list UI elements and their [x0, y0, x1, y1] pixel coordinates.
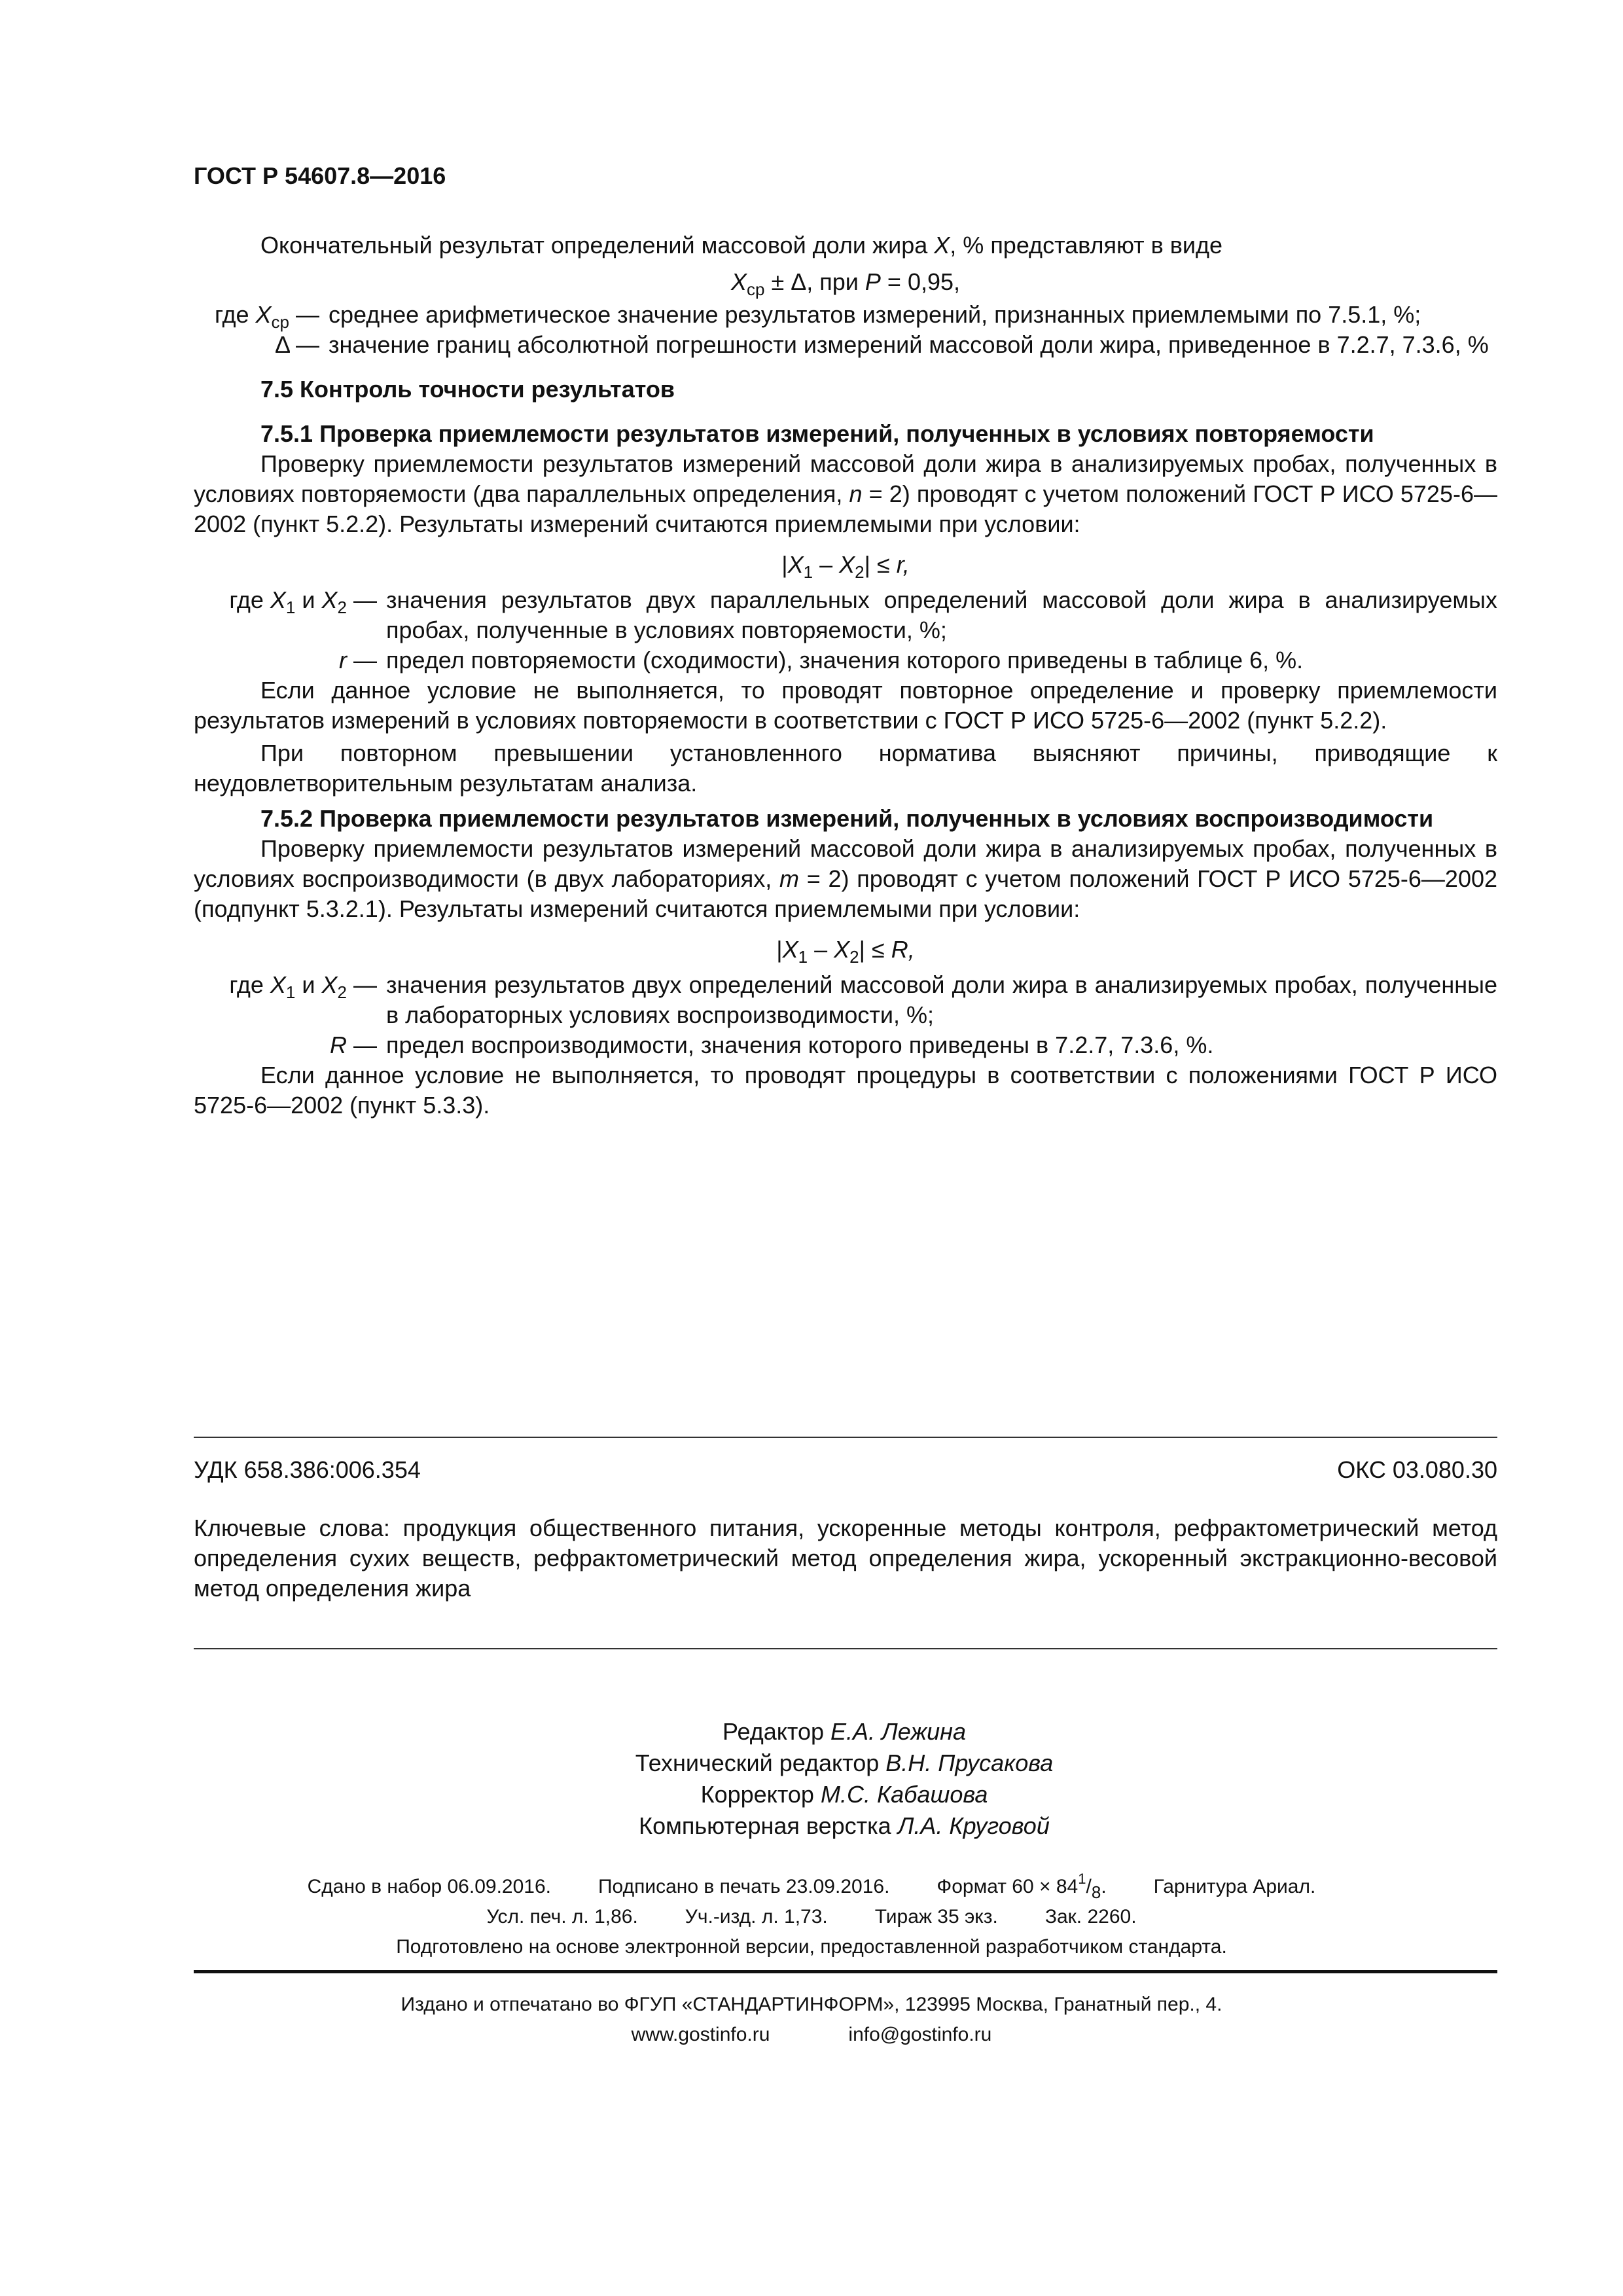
- final-result-legend: [194, 300, 1497, 360]
- section-7-5-1-para-1: Проверку приемлемости результатов измерений массовой доли жира в анализируемых пробах, полученных в условиях повторяемости (два параллельных определения, n = 2) проводят с учетом положений ГОСТ Р ИСО 5725-6—2002 (пункт 5.2.2). Результаты измерений считаются приемлемыми при условии:: [194, 450, 1497, 537]
- imprint-prepared: Подготовлено на основе электронной версии, предоставленной разработчиком стандарта.: [396, 1936, 1227, 1958]
- publisher-address: Издано и отпечатано во ФГУП «СТАНДАРТИНФОРМ», 123995 Москва, Гранатный пер., 4.: [401, 1994, 1222, 2015]
- credits-block: [0, 1716, 1623, 1842]
- imprint-block: [0, 1872, 1623, 1962]
- section-7-5-1-para-3: При повторном превышении установленного норматива выясняют причины, приводящие к неудовлетворительным результатам анализа.: [194, 740, 1497, 797]
- legend-def-big-r: предел воспроизводимости, значения которого приведены в 7.2.7, 7.3.6, %.: [386, 1031, 1214, 1058]
- divider-imprint: [194, 1970, 1497, 1973]
- imprint-submitted: Сдано в набор 06.09.2016.: [307, 1876, 551, 1897]
- legend-term-big-r: R —: [329, 1031, 377, 1058]
- publisher-site-link[interactable]: www.gostinfo.ru: [631, 2024, 770, 2045]
- publisher-line: [0, 1990, 1623, 2020]
- imprint-pub-sheets: Уч.-изд. л. 1,73.: [685, 1906, 828, 1928]
- imprint-order: Зак. 2260.: [1044, 1906, 1137, 1928]
- final-result-formula: $X_{ср} \pm \Delta$, при P = 0,95,: [730, 268, 961, 299]
- credit-editor: Редактор Е.А. Лежина: [722, 1718, 966, 1745]
- legend-term-x1-x2: где $X_1$ и $X_2$ —: [229, 586, 377, 617]
- keywords: Ключевые слова: продукция общественного питания, ускоренные методы контроля, рефрактометрический метод определения сухих веществ, рефрактометрический метод определения жира, ускоренный экстракционно-весовой метод определения жира: [194, 1515, 1497, 1602]
- legend-term-xcp: где $X_{ср}$ —: [214, 301, 319, 332]
- legend-def-x1-x2-repro: значения результатов двух определений массовой доли жира в анализируемых пробах, полученные в лабораторных условиях воспроизводимости, %;: [386, 971, 1497, 1028]
- section-7-5-1-title: 7.5.1 Проверка приемлемости результатов измерений, полученных в условиях повторяемости: [260, 420, 1374, 447]
- section-7-5-2-title: 7.5.2 Проверка приемлемости результатов измерений, полученных в условиях воспроизводимости: [260, 805, 1434, 832]
- section-7-5-title: 7.5 Контроль точности результатов: [260, 376, 675, 403]
- repeatability-legend: [194, 585, 1497, 675]
- imprint-typeface: Гарнитура Ариал.: [1153, 1876, 1316, 1897]
- divider-keywords: [194, 1648, 1497, 1649]
- section-7-5-2-para-2: Если данное условие не выполняется, то проводят процедуры в соответствии с положениями ГОСТ Р ИСО 5725-6—2002 (пункт 5.3.3).: [194, 1062, 1497, 1119]
- repeatability-formula: $|X_1 - X_2| \le r$,: [781, 551, 910, 582]
- imprint-format: Формат $60 \times 84^1/_8$.: [936, 1871, 1107, 1902]
- oks-code: ОКС 03.080.30: [1337, 1456, 1497, 1483]
- final-result-intro: Окончательный результат определений массовой доли жира X, % представляют в виде: [260, 232, 1223, 259]
- legend-term-x1-x2-repro: где $X_1$ и $X_2$ —: [229, 971, 377, 1002]
- standard-header: ГОСТ Р 54607.8—2016: [194, 162, 446, 189]
- credit-layout: Компьютерная верстка Л.А. Круговой: [639, 1812, 1050, 1839]
- legend-def-x1-x2: значения результатов двух параллельных определений массовой доли жира в анализируемых пробах, полученные в условиях повторяемости, %;: [386, 586, 1497, 643]
- imprint-signed: Подписано в печать 23.09.2016.: [597, 1876, 890, 1897]
- legend-def-delta: значение границ абсолютной погрешности измерений массовой доли жира, приведенное в 7.2.7, 7.3.6, %: [329, 331, 1489, 358]
- divider-top: [194, 1437, 1497, 1438]
- credit-tech-editor: Технический редактор В.Н. Прусакова: [635, 1749, 1054, 1776]
- reproducibility-legend: [194, 970, 1497, 1060]
- legend-term-r: r —: [338, 647, 377, 673]
- imprint-line-1: [0, 1872, 1623, 1902]
- imprint-run: Тираж 35 экз.: [874, 1906, 998, 1928]
- main-text: [194, 230, 1497, 1121]
- section-7-5-1-para-2: Если данное условие не выполняется, то проводят повторное определение и проверку приемлемости результатов измерений в условиях повторяемости в соответствии с ГОСТ Р ИСО 5725-6—2002 (пункт 5.2.2).: [194, 677, 1497, 734]
- imprint-line-2: [0, 1902, 1623, 1932]
- imprint-line-3: [0, 1932, 1623, 1962]
- legend-term-delta: Δ —: [274, 331, 319, 358]
- imprint-sheets: Усл. печ. л. 1,86.: [486, 1906, 638, 1928]
- section-7-5-2-para-1: Проверку приемлемости результатов измерений массовой доли жира в анализируемых пробах, полученных в условиях воспроизводимости (в двух лабораториях, m = 2) проводят с учетом положений ГОСТ Р ИСО 5725-6—2002 (подпункт 5.3.2.1). Результаты измерений считаются приемлемыми при условии:: [194, 835, 1498, 922]
- publisher-email-link[interactable]: info@gostinfo.ru: [848, 2024, 992, 2045]
- contacts-line: [0, 2020, 1623, 2050]
- credit-corrector: Корректор М.С. Кабашова: [700, 1781, 988, 1808]
- legend-def-xcp: среднее арифметическое значение результатов измерений, признанных приемлемыми по 7.5.1, %;: [329, 301, 1421, 328]
- udk-code: УДК 658.386:006.354: [194, 1456, 421, 1483]
- reproducibility-formula: $|X_1 - X_2| \le R$,: [776, 936, 915, 967]
- legend-def-r: предел повторяемости (сходимости), значения которого приведены в таблице 6, %.: [386, 647, 1304, 673]
- publisher-block: [0, 1990, 1623, 2050]
